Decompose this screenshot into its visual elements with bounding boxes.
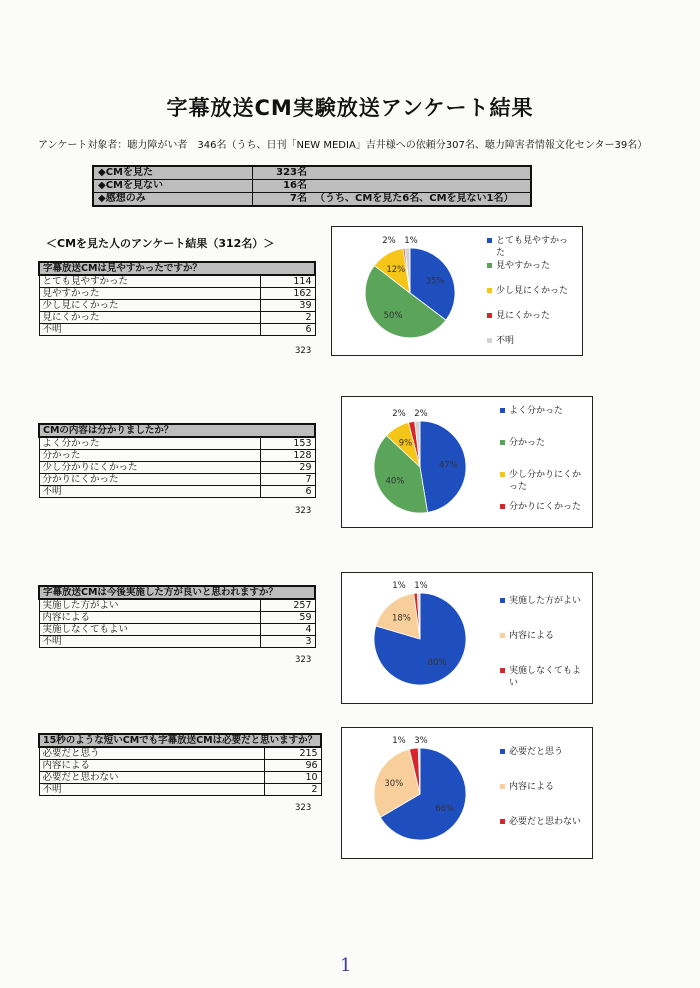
pie-pct-label: 12% xyxy=(386,265,406,275)
table-row xyxy=(39,747,321,760)
answer-count: 29 xyxy=(260,462,315,474)
legend-label: 実施しなくてもよい xyxy=(509,666,582,688)
pie-pct-label: 2% xyxy=(414,409,428,419)
pie-pct-label: 18% xyxy=(391,613,411,624)
table-row xyxy=(39,599,315,612)
legend-label: 見にくかった xyxy=(496,311,551,321)
summary-label: ◆CMを見ない xyxy=(93,180,253,193)
legend-label: 内容による xyxy=(509,631,555,641)
legend-swatch xyxy=(500,598,505,603)
answer-count: 10 xyxy=(265,772,321,784)
answer-count: 6 xyxy=(260,324,315,336)
question-table-2 xyxy=(38,423,316,498)
summary-table xyxy=(92,165,532,207)
answer-label: 少し分かりにくかった xyxy=(39,462,260,474)
pie-pct-label: 1% xyxy=(414,581,428,591)
summary-row xyxy=(93,193,531,207)
table-row xyxy=(39,760,321,772)
legend-swatch xyxy=(487,288,492,293)
pie-pct-label: 40% xyxy=(385,476,405,487)
answer-label: 実施した方がよい xyxy=(39,599,260,612)
question-title: 字幕放送CMは今後実施した方が良いと思われますか？ xyxy=(39,586,315,599)
pie-pct-label: 2% xyxy=(382,236,396,246)
answer-label: 不明 xyxy=(39,324,260,336)
summary-note: （うち、CMを見た6名、CMを見ない1名） xyxy=(311,193,531,207)
question-table-4 xyxy=(38,733,322,796)
summary-value: 323名 xyxy=(253,166,312,180)
summary-row xyxy=(93,180,531,193)
table-row xyxy=(39,462,315,474)
answer-label: 実施しなくてもよい xyxy=(39,624,260,636)
summary-label: ◆CMを見た xyxy=(93,166,253,180)
pie-pct-label: 47% xyxy=(438,460,458,471)
question-title: 15秒のような短いCMでも字幕放送CMは必要だと思いますか？ xyxy=(39,734,321,747)
question-table-3 xyxy=(38,585,316,648)
legend-label: 必要だと思わない xyxy=(509,817,582,827)
answer-count: 257 xyxy=(260,599,315,612)
pie-pct-label: 2% xyxy=(392,409,406,419)
legend-swatch xyxy=(500,633,505,638)
answer-count: 162 xyxy=(260,288,315,300)
answer-label: 不明 xyxy=(39,486,260,498)
table-row xyxy=(39,300,315,312)
pie-chart-visibility xyxy=(331,226,583,356)
legend-label: 内容による xyxy=(509,782,555,792)
table-row xyxy=(39,324,315,336)
legend-label: 不明 xyxy=(496,336,515,346)
table-row xyxy=(39,624,315,636)
legend-label: 少し見にくかった xyxy=(496,286,569,296)
legend-swatch xyxy=(500,504,505,509)
page-title: 字幕放送CM実験放送アンケート結果 xyxy=(166,96,534,120)
legend-swatch xyxy=(500,408,505,413)
legend-label: 実施した方がよい xyxy=(509,596,582,606)
legend-swatch xyxy=(500,784,505,789)
answer-label: 見やすかった xyxy=(39,288,260,300)
pie-chart-understanding xyxy=(341,396,593,528)
answer-label: よく分かった xyxy=(39,437,260,450)
answer-label: 必要だと思う xyxy=(39,747,265,760)
table-row xyxy=(39,275,315,288)
legend-label: 分かりにくかった xyxy=(509,502,582,512)
legend-label: よく分かった xyxy=(509,406,564,416)
total-count: 323 xyxy=(295,346,312,356)
answer-label: 分かりにくかった xyxy=(39,474,260,486)
answer-count: 215 xyxy=(265,747,321,760)
legend-swatch xyxy=(500,668,505,673)
question-title: 字幕放送CMは見やすかったですか？ xyxy=(39,262,315,275)
answer-label: 必要だと思わない xyxy=(39,772,265,784)
legend-swatch xyxy=(487,313,492,318)
table-row xyxy=(39,636,315,648)
legend-swatch xyxy=(487,238,492,243)
table-row xyxy=(39,612,315,624)
legend-swatch xyxy=(487,263,492,268)
answer-count: 59 xyxy=(260,612,315,624)
table-row xyxy=(39,450,315,462)
summary-value: 16名 xyxy=(253,180,312,193)
page-number: 1 xyxy=(340,955,352,976)
total-count: 323 xyxy=(295,655,312,665)
legend-swatch xyxy=(487,338,492,343)
pie-chart-necessity xyxy=(341,727,593,859)
legend-label: 見やすかった xyxy=(496,261,551,271)
pie-pct-label: 1% xyxy=(392,581,406,591)
pie-pct-label: 80% xyxy=(427,657,447,668)
answer-count: 3 xyxy=(260,636,315,648)
table-row xyxy=(39,312,315,324)
answer-label: 内容による xyxy=(39,612,260,624)
answer-count: 7 xyxy=(260,474,315,486)
answer-count: 2 xyxy=(265,784,321,796)
table-row xyxy=(39,474,315,486)
answer-label: 不明 xyxy=(39,636,260,648)
answer-count: 4 xyxy=(260,624,315,636)
survey-target: アンケート対象者：聴力障がい者 346名（うち、日刊「NEW MEDIA」吉井様への依頼分307名、聴力障害者情報文化センター39名） xyxy=(38,140,648,151)
total-count: 323 xyxy=(295,506,312,516)
legend-swatch xyxy=(500,472,505,477)
legend-label: 必要だと思う xyxy=(509,747,564,757)
answer-label: 分かった xyxy=(39,450,260,462)
question-table-1 xyxy=(38,261,316,336)
legend-swatch xyxy=(500,440,505,445)
answer-label: 少し見にくかった xyxy=(39,300,260,312)
pie-pct-label: 3% xyxy=(414,736,428,746)
table-row xyxy=(39,772,321,784)
pie-chart-future xyxy=(341,572,593,704)
summary-note xyxy=(311,166,531,180)
pie-pct-label: 50% xyxy=(383,311,403,322)
pie-pct-label: 35% xyxy=(425,276,445,287)
legend-label: 分かった xyxy=(509,438,546,448)
answer-count: 114 xyxy=(260,275,315,288)
answer-count: 128 xyxy=(260,450,315,462)
answer-count: 2 xyxy=(260,312,315,324)
pie-pct-label: 1% xyxy=(392,736,406,746)
legend-label: とても見やすかった xyxy=(496,236,569,258)
legend-swatch xyxy=(500,819,505,824)
summary-row xyxy=(93,166,531,180)
answer-count: 96 xyxy=(265,760,321,772)
answer-count: 153 xyxy=(260,437,315,450)
summary-label: ◆感想のみ xyxy=(93,193,253,207)
section-title: ＜CMを見た人のアンケート結果（312名）＞ xyxy=(46,237,275,250)
question-title: CMの内容は分かりましたか？ xyxy=(39,424,315,437)
answer-count: 39 xyxy=(260,300,315,312)
answer-count: 6 xyxy=(260,486,315,498)
summary-value: 7名 xyxy=(253,193,312,207)
table-row xyxy=(39,486,315,498)
pie-pct-label: 9% xyxy=(398,438,413,449)
pie-pct-label: 1% xyxy=(404,236,418,246)
answer-label: 見にくかった xyxy=(39,312,260,324)
table-row xyxy=(39,288,315,300)
legend-label: 少し分かりにくかった xyxy=(509,470,582,492)
summary-note xyxy=(311,180,531,193)
table-row xyxy=(39,437,315,450)
pie-pct-label: 66% xyxy=(435,804,455,815)
answer-label: とても見やすかった xyxy=(39,275,260,288)
legend-swatch xyxy=(500,749,505,754)
answer-label: 内容による xyxy=(39,760,265,772)
total-count: 323 xyxy=(295,803,312,813)
answer-label: 不明 xyxy=(39,784,265,796)
table-row xyxy=(39,784,321,796)
pie-pct-label: 30% xyxy=(384,778,404,789)
